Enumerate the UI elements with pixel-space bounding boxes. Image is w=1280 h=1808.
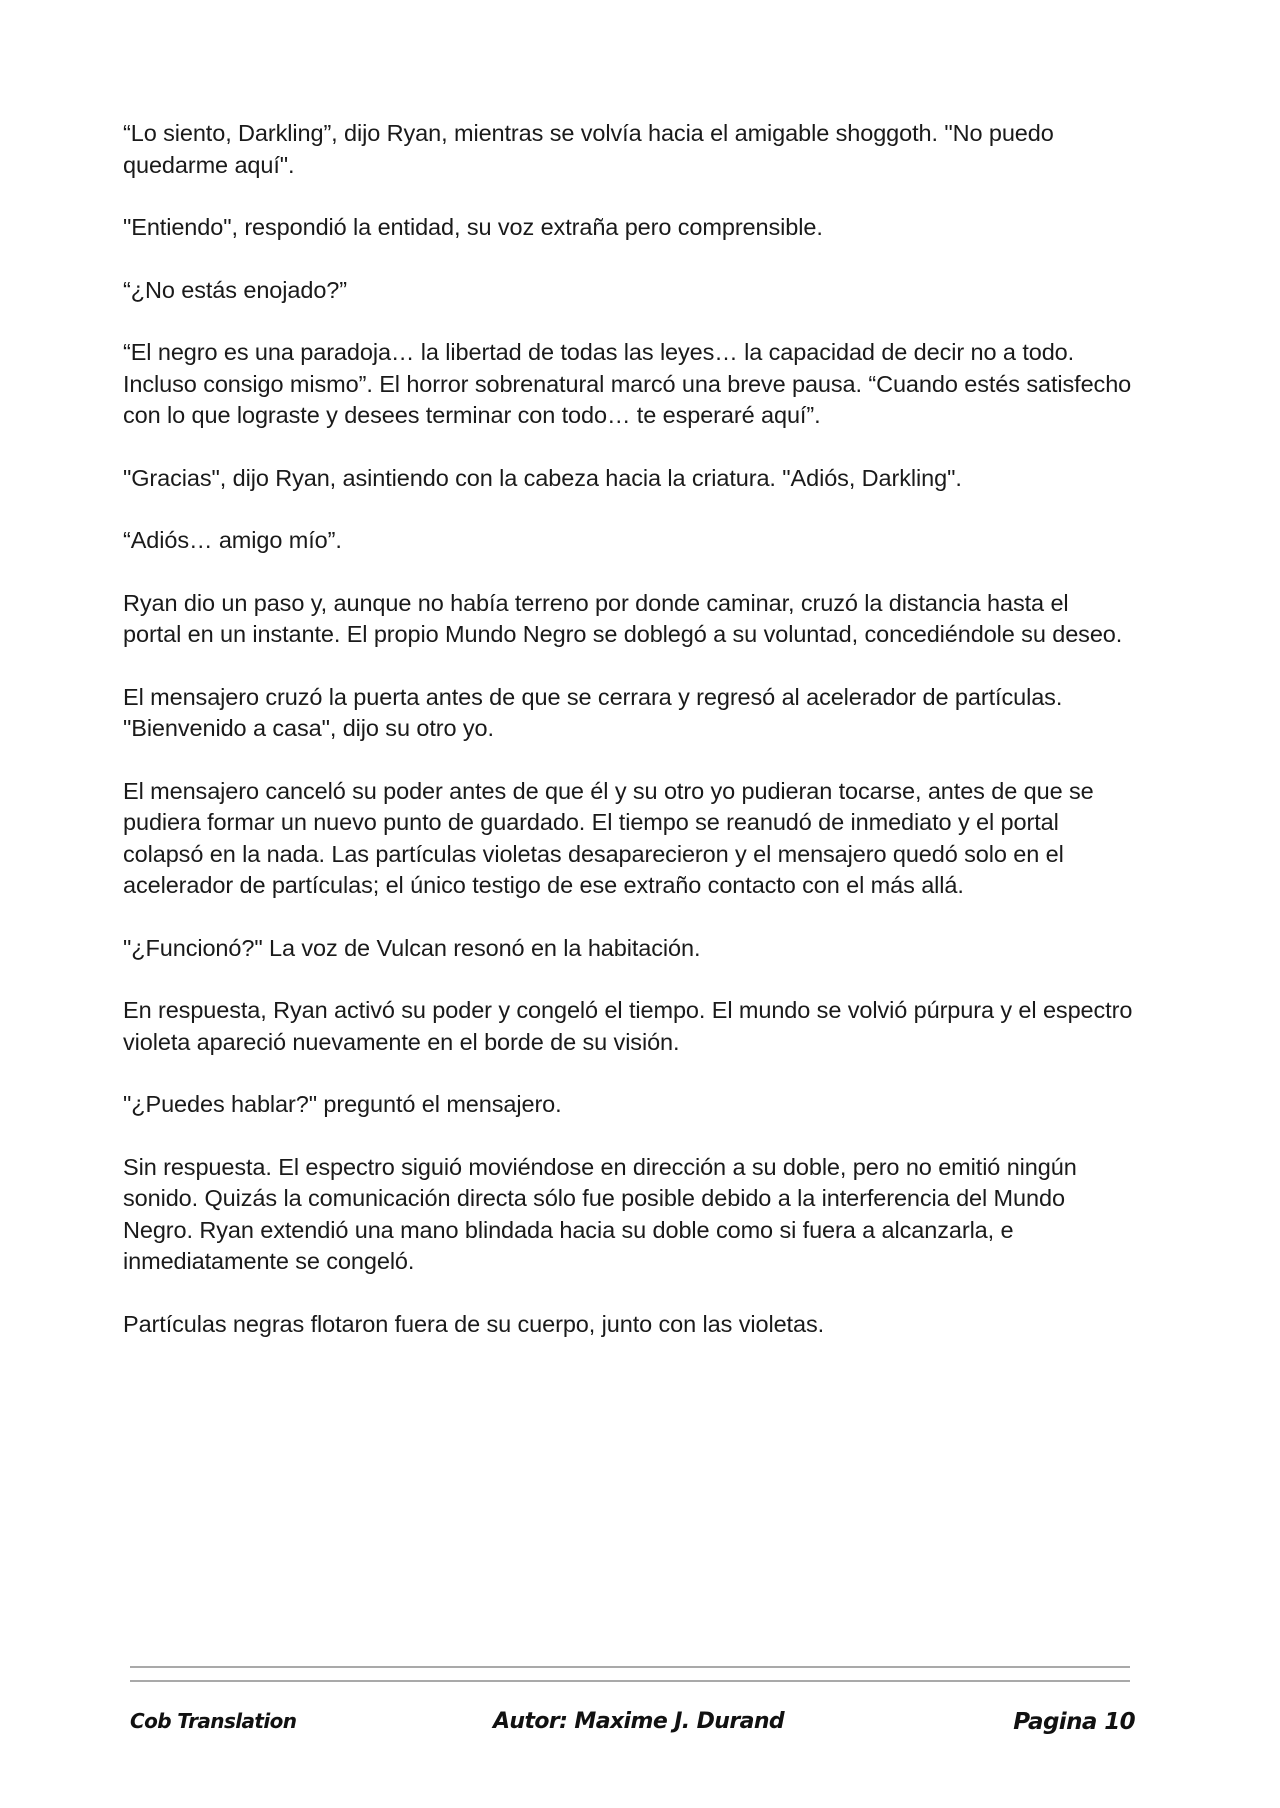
paragraph: Partículas negras flotaron fuera de su cuerpo, junto con las violetas. xyxy=(123,1310,825,1337)
paragraph: En respuesta, Ryan activó su poder y congeló el tiempo. El mundo se volvió púrpura y el espectro violeta apareció nuevamente en el borde de su visión. xyxy=(123,997,1133,1055)
footer-author: Autor: Maxime J. Durand xyxy=(493,1709,785,1734)
paragraph: Ryan dio un paso y, aunque no había terreno por donde caminar, cruzó la distancia hasta el portal en un instante. El propio Mundo Negro se doblegó a su voluntad, concediéndole su deseo. xyxy=(123,589,1123,647)
paragraph: El mensajero cruzó la puerta antes de que se cerrara y regresó al acelerador de partículas. "Bienvenido a casa", dijo su otro yo. xyxy=(123,683,1063,741)
paragraph: “¿No estás enojado?” xyxy=(123,276,347,303)
paragraph: Sin respuesta. El espectro siguió moviéndose en dirección a su doble, pero no emitió ningún sonido. Quizás la comunicación directa sólo fue posible debido a la interferencia del Mundo Negro. Ryan extendió una mano blindada hacia su doble como si fuera a alcanzarla, e inmediatamente se congeló. xyxy=(123,1153,1077,1274)
page-body xyxy=(123,118,1133,1371)
paragraph: “El negro es una paradoja… la libertad de todas las leyes… la capacidad de decir no a todo. Incluso consigo mismo”. El horror sobrenatural marcó una breve pausa. “Cuando estés satisfecho con lo que lograste y desees terminar con todo… te esperaré aquí”. xyxy=(123,339,1132,428)
paragraph: "¿Funcionó?" La voz de Vulcan resonó en la habitación. xyxy=(123,934,701,961)
paragraph: El mensajero canceló su poder antes de que él y su otro yo pudieran tocarse, antes de que se pudiera formar un nuevo punto de guardado. El tiempo se reanudó de inmediato y el portal colapsó en la nada. Las partículas violetas desaparecieron y el mensajero quedó solo en el acelerador de partículas; el único testigo de ese extraño contacto con el más allá. xyxy=(123,777,1094,898)
footer-divider-bottom xyxy=(130,1680,1130,1682)
paragraph: "Entiendo", respondió la entidad, su voz extraña pero comprensible. xyxy=(123,214,823,240)
footer-page-number: Pagina 10 xyxy=(1013,1709,1135,1735)
paragraph: “Adiós… amigo mío”. xyxy=(123,527,342,553)
footer-translator-credit: Cob Translation xyxy=(130,1709,297,1733)
footer-divider-top xyxy=(130,1666,1130,1668)
paragraph: "¿Puedes hablar?" preguntó el mensajero. xyxy=(123,1091,562,1117)
paragraph: “Lo siento, Darkling”, dijo Ryan, mientras se volvía hacia el amigable shoggoth. "No puedo quedarme aquí". xyxy=(123,120,1054,178)
paragraph: "Gracias", dijo Ryan, asintiendo con la cabeza hacia la criatura. "Adiós, Darkling". xyxy=(123,464,962,491)
